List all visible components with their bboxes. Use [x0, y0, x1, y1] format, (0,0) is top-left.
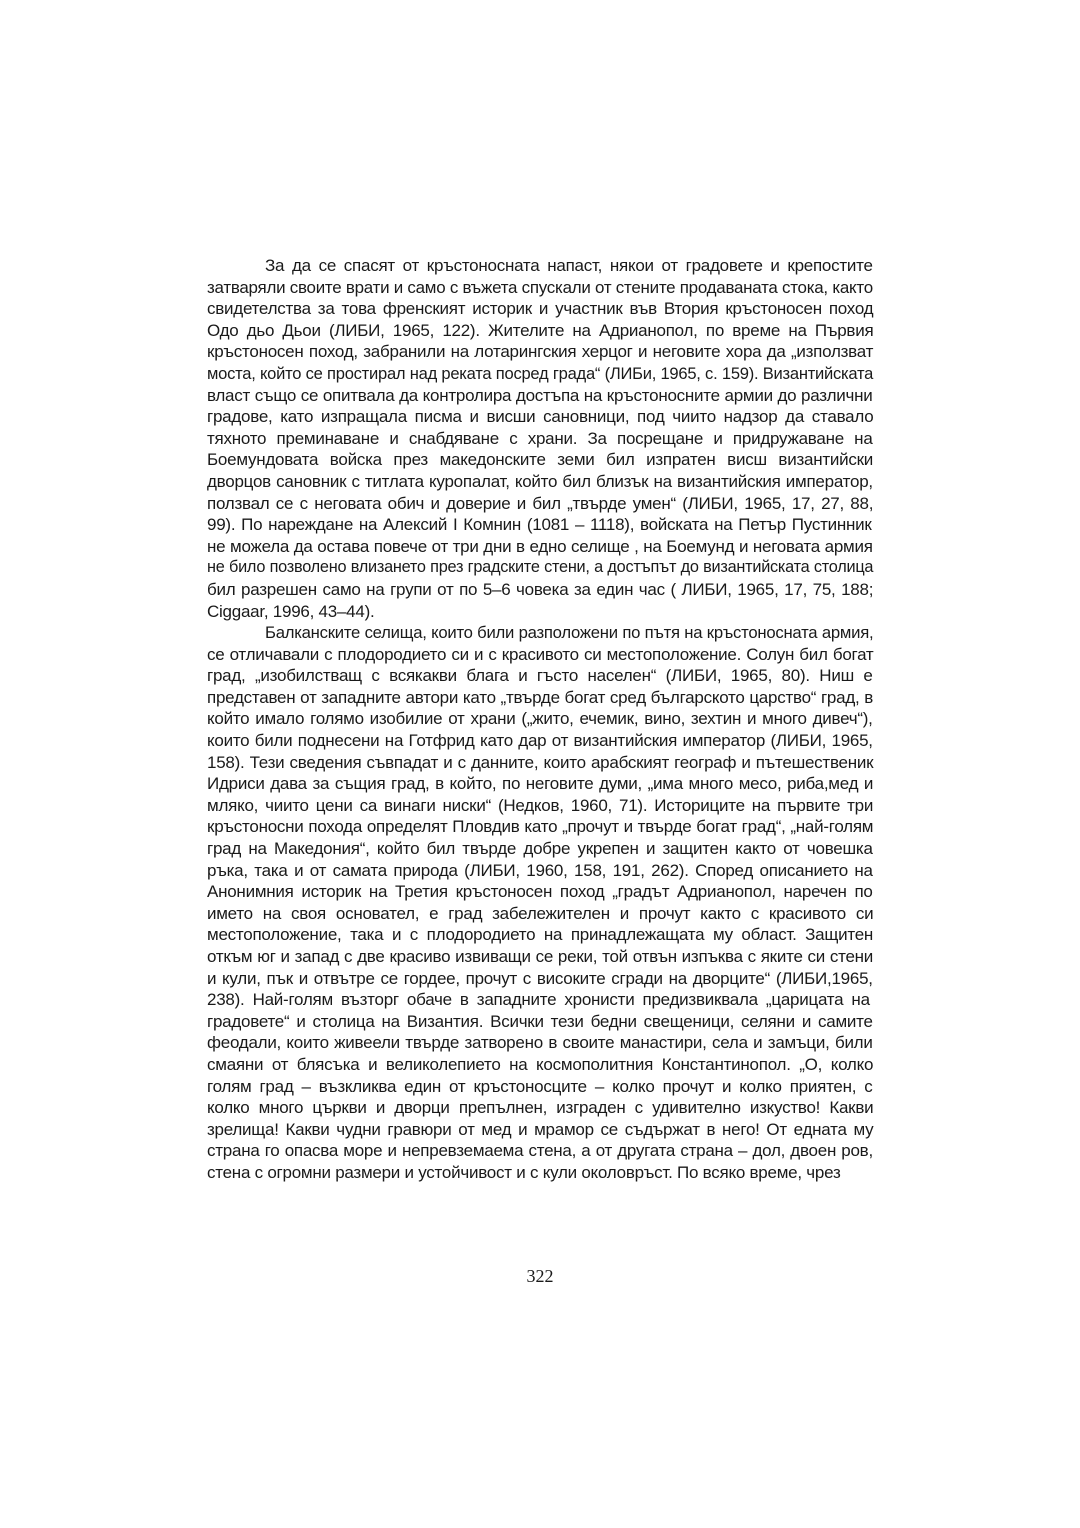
- text-line: не било позволено влизането през градските стени, а достъпът до византийската столица: [207, 558, 874, 577]
- text-line: не можела да остава повече от три дни в едно селище , на Боемунд и неговата армия: [207, 536, 873, 556]
- text-line: голям град – възкликва един от кръстоносците – колко прочут и колко приятен, с: [207, 1076, 873, 1096]
- text-line: градовете“ и столица на Византия. Всички тези бедни свещеници, селяни и самите: [207, 1011, 873, 1031]
- paragraph: [207, 622, 873, 1183]
- text-line: стена с огромни размери и устойчивост и с кули околовръст. По всяко време, чрез: [207, 1162, 841, 1182]
- text-line: феодали, които живеели твърде затворено в своите манастири, села и замъци, били: [207, 1033, 873, 1053]
- text-line: власт също се опитвала да контролира достъпа на кръстоносните армии до различни: [207, 385, 873, 405]
- text-line: зрелища! Какви чудни гравюри от мед и мрамор се съдържат в него! От едната му: [207, 1119, 874, 1139]
- text-line: представен от западните автори като „твърде богат сред българското царство“ град, в: [207, 687, 873, 707]
- text-line: Ciggaar, 1996, 43–44).: [207, 601, 375, 621]
- text-line: кръстоносни похода определят Пловдив като „прочут и твърде богат град“, „най-голям: [207, 817, 874, 837]
- text-line: страна го опасва море и непревземаема стена, а от другата страна – дол, двоен ров,: [207, 1141, 873, 1161]
- text-line: смаяни от блясъка и великолепието на космополитния Константинопол. „О, колко: [207, 1054, 874, 1074]
- text-line: откъм юг и запад с две красиво извиващи се реки, той отвън изпъква с яките си стени: [207, 947, 874, 966]
- text-line: тяхното преминаване и снабдяване с храни. За посрещане и придружаване на: [207, 428, 873, 448]
- text-line: Анонимния историк на Третия кръстоносен поход „градът Адрианопол, наречен по: [207, 882, 873, 902]
- text-line: 99). По нареждане на Алексий I Комнин (1081 – 1118), войската на Петър Пустинник: [207, 515, 872, 535]
- text-line: Идриси дава за същия град, в който, по неговите думи, „има много месо, риба,мед и: [207, 774, 874, 794]
- text-line: 158). Тези сведения съвпадат и с данните, които арабският географ и пътешественик: [207, 752, 874, 772]
- text-line: името на своя основател, е град забележителен и прочут както с красивото си: [207, 903, 874, 923]
- paragraph: [207, 255, 873, 622]
- text-line: който имало голямо изобилие от храни („жито, ечемик, вино, зехтин и много дивеч“),: [207, 709, 873, 729]
- text-line: бил разрешен само на групи от по 5–6 човека за един час ( ЛИБИ, 1965, 17, 75, 188;: [207, 579, 874, 599]
- text-line: градове, като изпращала писма и висши сановници, под чиито надзор да ставало: [207, 407, 874, 427]
- page-number: 322: [526, 1266, 554, 1286]
- text-line: град, „изобилстващ с всякакви блага и гъсто населен“ (ЛИБИ, 1965, 80). Ниш е: [207, 666, 873, 686]
- text-line: ползвал се с неговата обич и доверие и бил „твърде умен“ (ЛИБИ, 1965, 17, 27, 88,: [207, 493, 874, 513]
- text-line: които били поднесени на Готфрид като дар от византийския император (ЛИБИ, 1965,: [207, 731, 873, 751]
- text-line: затваряли своите врати и само с въжета спускали от стените продаваната стока, както: [207, 277, 873, 297]
- text-line: Балканските селища, които били разположени по пътя на кръстоносната армия,: [265, 623, 874, 643]
- text-line: кръстоносен поход, забранили на лотарингския херцог и неговите хора да „използват: [207, 342, 874, 362]
- text-line: се отличавали с плодородието си и с красивото си местоположение. Солун бил богат: [207, 644, 874, 664]
- text-line: За да се спасят от кръстоносната напаст, някои от градовете и крепостите: [265, 256, 873, 275]
- text-line: колко много църкви и дворци препълнен, изграден с удивително изкуство! Какви: [207, 1098, 874, 1118]
- text-line: и кули, пък и отвътре се гордее, прочут с високите сгради на дворците“ (ЛИБИ,1965,: [207, 968, 873, 988]
- text-line: 238). Най-голям възторг обаче в западните хронисти предизвиквала „царицата на: [207, 990, 870, 1010]
- text-line: град на Македония“, който бил твърде добре укрепен и защитен както от човешка: [207, 839, 873, 859]
- text-line: ръка, така и от самата природа (ЛИБИ, 1960, 158, 191, 262). Според описанието на: [207, 860, 873, 880]
- text-line: Одо дьо Дьои (ЛИБИ, 1965, 122). Жителите на Адрианопол, по време на Първия: [207, 320, 874, 340]
- text-line: свидетелства за това френският историк и участник във Втория кръстоносен поход: [207, 299, 874, 319]
- text-line: моста, който се простирал над реката посред града“ (ЛИБи, 1965, с. 159). Византийската: [207, 363, 874, 383]
- text-line: дворцов сановник с титлата куропалат, който бил близък на византийския император,: [207, 471, 873, 491]
- body-text: [207, 255, 873, 1184]
- text-line: мляко, чиито цени са винаги ниски“ (Недков, 1960, 71). Историците на първите три: [207, 795, 874, 815]
- text-line: Боемундовата войска през македонските земи бил изпратен висш византийски: [207, 450, 874, 470]
- text-line: местоположение, така и с плодородието на принадлежащата му област. Защитен: [207, 925, 874, 945]
